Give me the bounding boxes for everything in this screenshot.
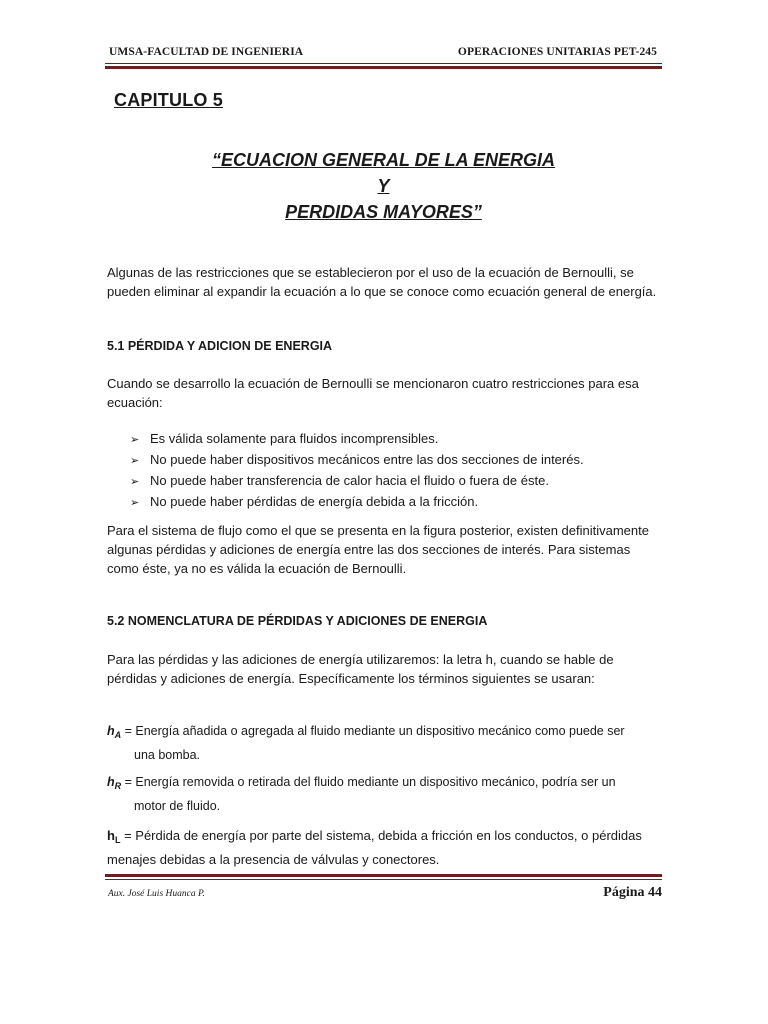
- arrow-bullet-icon: ➢: [130, 455, 140, 467]
- definition-text-continued: una bomba.: [134, 747, 201, 762]
- list-item: [130, 492, 584, 513]
- list-item-text: No puede haber pérdidas de energía debida a la fricción.: [150, 494, 479, 509]
- definition-hr: [107, 773, 663, 816]
- definition-text: = Pérdida de energía por parte del sistema, debida a fricción en los conductos, o pérdidas menajes debidas a la presencia de válvulas y conectores.: [107, 828, 642, 867]
- header-rule-thin: [105, 63, 662, 64]
- list-item-text: No puede haber dispositivos mecánicos entre las dos secciones de interés.: [150, 452, 584, 467]
- section2-paragraph: Para las pérdidas y las adiciones de energía utilizaremos: la letra h, cuando se hable de pérdidas y adiciones de energía. Específicamente los términos siguientes se usaran:: [107, 652, 614, 686]
- section1-paragraph-2: Para el sistema de flujo como el que se presenta en la figura posterior, existen definitivamente algunas pérdidas y adiciones de energía entre las dos secciones de interés. Para sistemas como éste, ya no es válida la ecuación de Bernoulli.: [107, 523, 649, 576]
- footer-author: Aux. José Luis Huanca P.: [108, 889, 205, 899]
- header-institution: UMSA-FACULTAD DE INGENIERIA: [109, 46, 304, 58]
- symbol-h: h: [107, 828, 115, 843]
- arrow-bullet-icon: ➢: [130, 476, 140, 488]
- title-line-3: PERDIDAS MAYORES”: [285, 202, 482, 222]
- symbol-subscript: R: [114, 781, 122, 791]
- chapter-heading: CAPITULO 5: [114, 90, 224, 110]
- definition-hl: [107, 826, 663, 870]
- symbol-h: h: [107, 724, 115, 738]
- page-number: Página 44: [603, 885, 662, 900]
- list-item-text: Es válida solamente para fluidos incomprensibles.: [150, 431, 439, 446]
- list-item: [130, 471, 584, 492]
- symbol-subscript: A: [114, 730, 122, 740]
- section1-paragraph-1: Cuando se desarrollo la ecuación de Bernoulli se mencionaron cuatro restricciones para esa ecuación:: [107, 376, 639, 410]
- section-heading-5-1: 5.1 PÉRDIDA Y ADICION DE ENERGIA: [107, 339, 333, 353]
- symbol-h: h: [107, 775, 115, 789]
- list-item: [130, 450, 584, 471]
- definition-text: = Energía removida o retirada del fluido mediante un dispositivo mecánico, podría ser un: [121, 775, 616, 789]
- definition-ha: [107, 722, 663, 765]
- definition-text: = Energía añadida o agregada al fluido mediante un dispositivo mecánico como puede ser: [121, 724, 625, 738]
- chapter-title: [105, 147, 662, 225]
- symbol-subscript: L: [114, 835, 121, 845]
- footer-rule-thick: [105, 874, 662, 877]
- title-line-1: “ECUACION GENERAL DE LA ENERGIA: [211, 150, 556, 170]
- header-rule-thick: [105, 66, 662, 69]
- header-course: OPERACIONES UNITARIAS PET-245: [457, 46, 657, 58]
- arrow-bullet-icon: ➢: [130, 497, 140, 509]
- title-line-2: Y: [377, 176, 390, 196]
- footer-rule-thin: [105, 879, 662, 880]
- arrow-bullet-icon: ➢: [130, 434, 140, 446]
- section-heading-5-2: 5.2 NOMENCLATURA DE PÉRDIDAS Y ADICIONES DE ENERGIA: [107, 614, 488, 628]
- list-item-text: No puede haber transferencia de calor hacia el fluido o fuera de éste.: [150, 473, 549, 488]
- intro-paragraph: Algunas de las restricciones que se establecieron por el uso de la ecuación de Bernoulli, se pueden eliminar al expandir la ecuación a lo que se conoce como ecuación general de energía.: [107, 265, 657, 299]
- definition-text-continued: motor de fluido.: [134, 798, 221, 813]
- restrictions-list: [130, 429, 584, 513]
- list-item: [130, 429, 584, 450]
